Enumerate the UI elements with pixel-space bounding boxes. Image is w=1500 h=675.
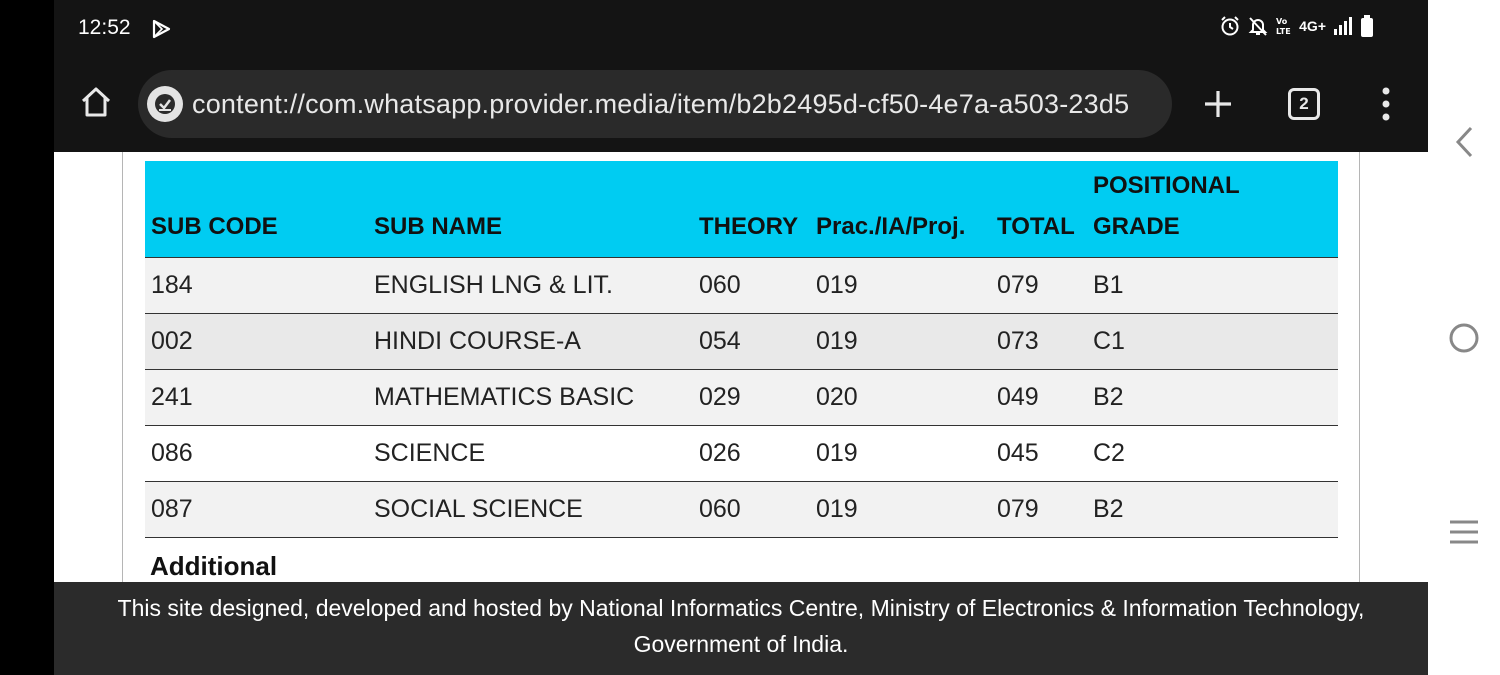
cell-theory: 029 — [693, 369, 810, 425]
cell-name: SCIENCE — [368, 425, 693, 481]
circle-home-icon — [1447, 321, 1481, 355]
tab-switcher-button[interactable]: 2 — [1288, 88, 1320, 120]
cell-grade: C2 — [1087, 425, 1338, 481]
cell-code: 002 — [145, 313, 368, 369]
svg-text:LTE: LTE — [1276, 27, 1291, 36]
cell-code: 184 — [145, 257, 368, 313]
battery-icon — [1360, 14, 1374, 38]
footer-line2: Government of India. — [633, 631, 849, 657]
cell-total: 073 — [991, 313, 1087, 369]
additional-section-title: Additional — [150, 551, 278, 581]
cell-prac: 020 — [810, 369, 991, 425]
volte-icon — [1275, 15, 1293, 37]
header-sub-name: SUB NAME — [368, 161, 693, 257]
cell-code: 086 — [145, 425, 368, 481]
url-text[interactable]: content://com.whatsapp.provider.media/item/b2b2495d-cf50-4e7a-a503-23d5 — [192, 89, 1130, 119]
status-icons — [1219, 14, 1374, 38]
table-row — [145, 257, 1338, 313]
kebab-menu-icon — [1381, 87, 1391, 121]
web-content — [54, 152, 1428, 582]
left-edge — [0, 0, 54, 675]
svg-text:Vo: Vo — [1276, 17, 1288, 26]
cell-grade: B1 — [1087, 257, 1338, 313]
header-prac: Prac./IA/Proj. — [810, 161, 991, 257]
cell-total: 049 — [991, 369, 1087, 425]
header-grade — [1087, 161, 1338, 257]
system-nav-bar — [1428, 0, 1500, 675]
home-button[interactable] — [74, 80, 118, 124]
footer-line1: This site designed, developed and hosted by National Informatics Centre, Ministry of Electronics & Information Technology, — [117, 595, 1365, 621]
plus-icon — [1202, 88, 1234, 120]
menu-button[interactable] — [1370, 84, 1402, 124]
table-header-row — [145, 161, 1338, 257]
recents-icon — [1447, 517, 1481, 547]
result-card — [122, 152, 1360, 582]
signal-icon — [1332, 15, 1354, 37]
header-theory: THEORY — [693, 161, 810, 257]
play-icon — [150, 18, 172, 45]
cell-prac: 019 — [810, 313, 991, 369]
alarm-icon — [1219, 15, 1241, 37]
address-bar[interactable] — [138, 70, 1172, 138]
cell-grade: C1 — [1087, 313, 1338, 369]
cell-total: 079 — [991, 257, 1087, 313]
browser-toolbar — [54, 56, 1428, 152]
security-check-icon[interactable] — [147, 86, 183, 122]
header-grade-line1: POSITIONAL — [1093, 171, 1240, 199]
cell-theory: 060 — [693, 481, 810, 537]
system-home-button[interactable] — [1428, 308, 1500, 368]
header-sub-code: SUB CODE — [145, 161, 368, 257]
cell-prac: 019 — [810, 425, 991, 481]
new-tab-button[interactable] — [1198, 84, 1238, 124]
cell-prac: 019 — [810, 481, 991, 537]
header-total: TOTAL — [991, 161, 1087, 257]
cell-total: 079 — [991, 481, 1087, 537]
cell-theory: 060 — [693, 257, 810, 313]
chevron-left-icon — [1452, 124, 1476, 160]
cell-name: MATHEMATICS BASIC — [368, 369, 693, 425]
home-icon — [78, 84, 114, 120]
cell-grade: B2 — [1087, 481, 1338, 537]
bell-muted-icon — [1247, 15, 1269, 37]
table-row — [145, 313, 1338, 369]
cell-name: SOCIAL SCIENCE — [368, 481, 693, 537]
cell-code: 241 — [145, 369, 368, 425]
cell-theory: 054 — [693, 313, 810, 369]
back-button[interactable] — [1428, 112, 1500, 172]
cell-name: ENGLISH LNG & LIT. — [368, 257, 693, 313]
cell-prac: 019 — [810, 257, 991, 313]
status-time: 12:52 — [78, 16, 131, 39]
table-row — [145, 369, 1338, 425]
cell-name: HINDI COURSE-A — [368, 313, 693, 369]
cell-grade: B2 — [1087, 369, 1338, 425]
status-bar — [54, 0, 1428, 56]
site-footer — [54, 582, 1428, 675]
cell-theory: 026 — [693, 425, 810, 481]
header-grade-line2: GRADE — [1093, 212, 1180, 240]
recents-button[interactable] — [1428, 502, 1500, 562]
network-type: 4G+ — [1299, 18, 1326, 34]
table-row — [145, 481, 1338, 537]
cell-code: 087 — [145, 481, 368, 537]
table-row — [145, 425, 1338, 481]
cell-total: 045 — [991, 425, 1087, 481]
marks-table — [145, 161, 1338, 538]
